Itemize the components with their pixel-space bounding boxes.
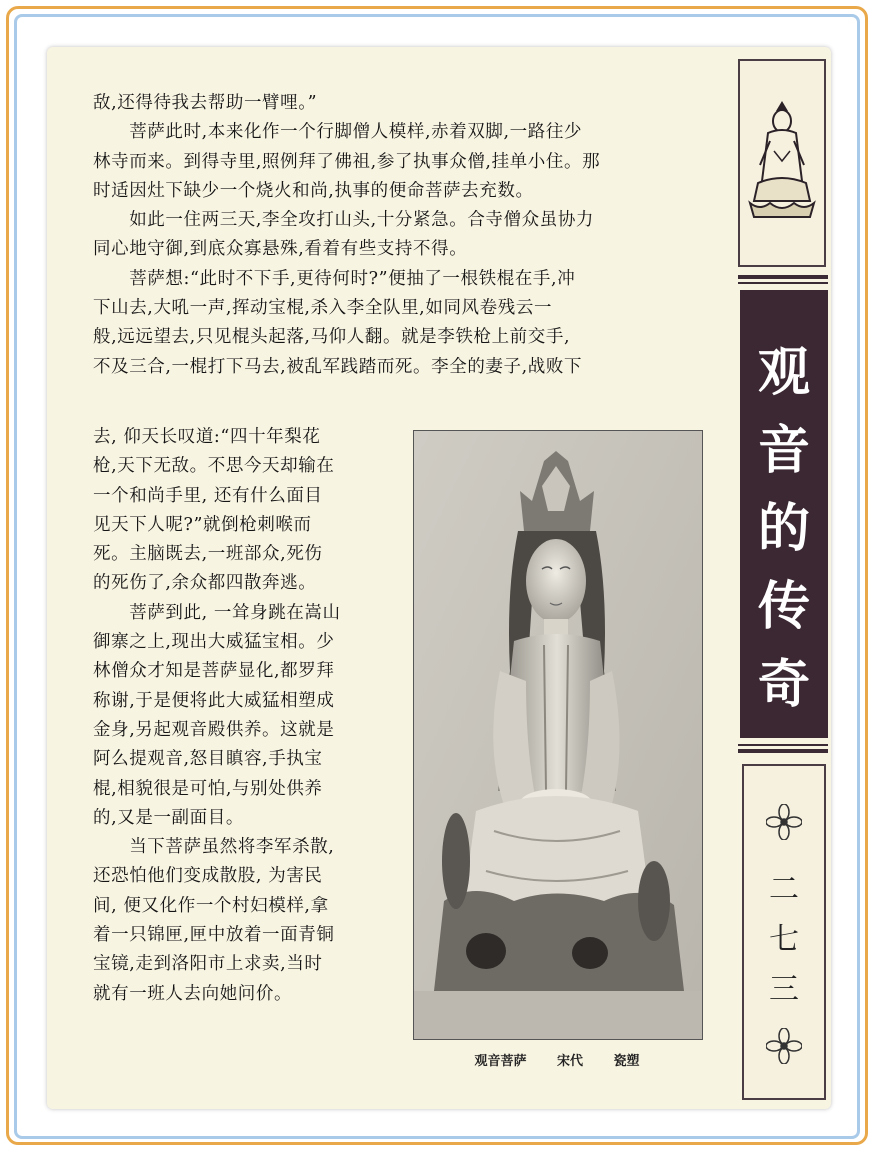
text-line: 林寺而来。到得寺里,照例拜了佛祖,参了执事众僧,挂单小住。那 <box>93 151 601 172</box>
bodhisattva-emblem-box <box>738 59 826 267</box>
title-char: 传 <box>757 576 810 637</box>
text-line: 同心地守御,到底众寡悬殊,看着有些支持不得。 <box>93 239 468 260</box>
text-line: 阿么提观音,怒目瞋容,手执宝 <box>93 749 323 770</box>
text-line: 如此一住两三天,李全攻打山头,十分紧急。合寺僧众虽协力 <box>93 210 595 231</box>
text-line: 一个和尚手里, 还有什么面目 <box>93 485 323 506</box>
title-char: 观 <box>757 342 810 403</box>
text-line: 御寨之上,现出大威猛宝相。少 <box>93 632 335 653</box>
caption-name: 观音菩萨 <box>474 1054 527 1069</box>
text-line: 棍,相貌很是可怕,与别处供养 <box>93 778 323 799</box>
text-line: 当下菩萨虽然将李军杀散, <box>93 837 335 858</box>
caption-dynasty: 宋代 <box>556 1054 583 1069</box>
page-number-digit: 七 <box>769 922 799 957</box>
text-line: 林僧众才知是菩萨显化,都罗拜 <box>93 661 335 682</box>
text-line: 敌,还得待我去帮助一臂哩。” <box>93 93 318 113</box>
divider-rule <box>738 282 828 284</box>
title-char: 奇 <box>757 654 810 715</box>
divider-rule <box>738 749 828 753</box>
text-line: 不及三合,一棍打下马去,被乱军践踏而死。李全的妻子,战败下 <box>93 356 583 377</box>
text-line: 还恐怕他们变成散股, 为害民 <box>93 866 323 887</box>
text-line: 死。主脑既去,一班部众,死伤 <box>93 544 323 565</box>
guanyin-statue-image <box>414 431 702 1039</box>
text-line: 宝镜,走到洛阳市上求卖,当时 <box>93 954 323 975</box>
text-line: 着一只锦匣,匣中放着一面青铜 <box>93 925 335 946</box>
body-text-wrapped <box>93 423 413 1009</box>
text-line: 就有一班人去向她问价。 <box>93 983 293 1004</box>
text-line: 般,远远望去,只见棍头起落,马仰人翻。就是李铁枪上前交手, <box>93 327 571 348</box>
text-line: 下山去,大吼一声,挥动宝棍,杀入李全队里,如同风卷残云一 <box>93 298 553 319</box>
title-char: 的 <box>757 498 810 559</box>
text-line: 去, 仰天长叹道:“四十年梨花 <box>93 427 321 447</box>
page-number-digit: 二 <box>769 872 799 907</box>
text-line: 见天下人呢?”就倒枪刺喉而 <box>93 514 312 535</box>
title-char: 音 <box>757 420 810 481</box>
text-line: 菩萨想:“此时不下手,更待何时?”便抽了一根铁棍在手,冲 <box>93 268 576 289</box>
body-text-top <box>93 89 713 382</box>
chapter-title-band <box>740 290 828 738</box>
text-line: 时适因灶下缺少一个烧火和尚,执事的便命菩萨去充数。 <box>93 180 534 201</box>
text-line: 的死伤了,余众都四散奔逃。 <box>93 573 317 594</box>
seated-bodhisattva-icon <box>740 61 824 265</box>
text-line: 枪,天下无敌。不思今天却输在 <box>93 456 335 477</box>
text-line: 菩萨此时,本来化作一个行脚僧人模样,赤着双脚,一路往少 <box>93 122 583 143</box>
divider-rule <box>738 744 828 746</box>
text-line: 的,又是一副面目。 <box>93 807 244 828</box>
flower-ornament-icon <box>766 804 802 840</box>
page-number-box <box>742 764 826 1100</box>
divider-rule <box>738 275 828 279</box>
book-page <box>47 47 831 1109</box>
text-line: 称谢,于是便将此大威猛相塑成 <box>93 690 335 711</box>
photo-caption <box>413 1050 701 1069</box>
caption-material: 瓷塑 <box>613 1054 640 1069</box>
text-line: 菩萨到此, 一耸身跳在嵩山 <box>93 602 341 623</box>
page-number-digit: 三 <box>769 972 799 1007</box>
text-line: 间, 便又化作一个村妇模样,拿 <box>93 895 329 916</box>
text-line: 金身,另起观音殿供养。这就是 <box>93 719 335 740</box>
statue-photo <box>413 430 703 1040</box>
flower-ornament-icon <box>766 1028 802 1064</box>
